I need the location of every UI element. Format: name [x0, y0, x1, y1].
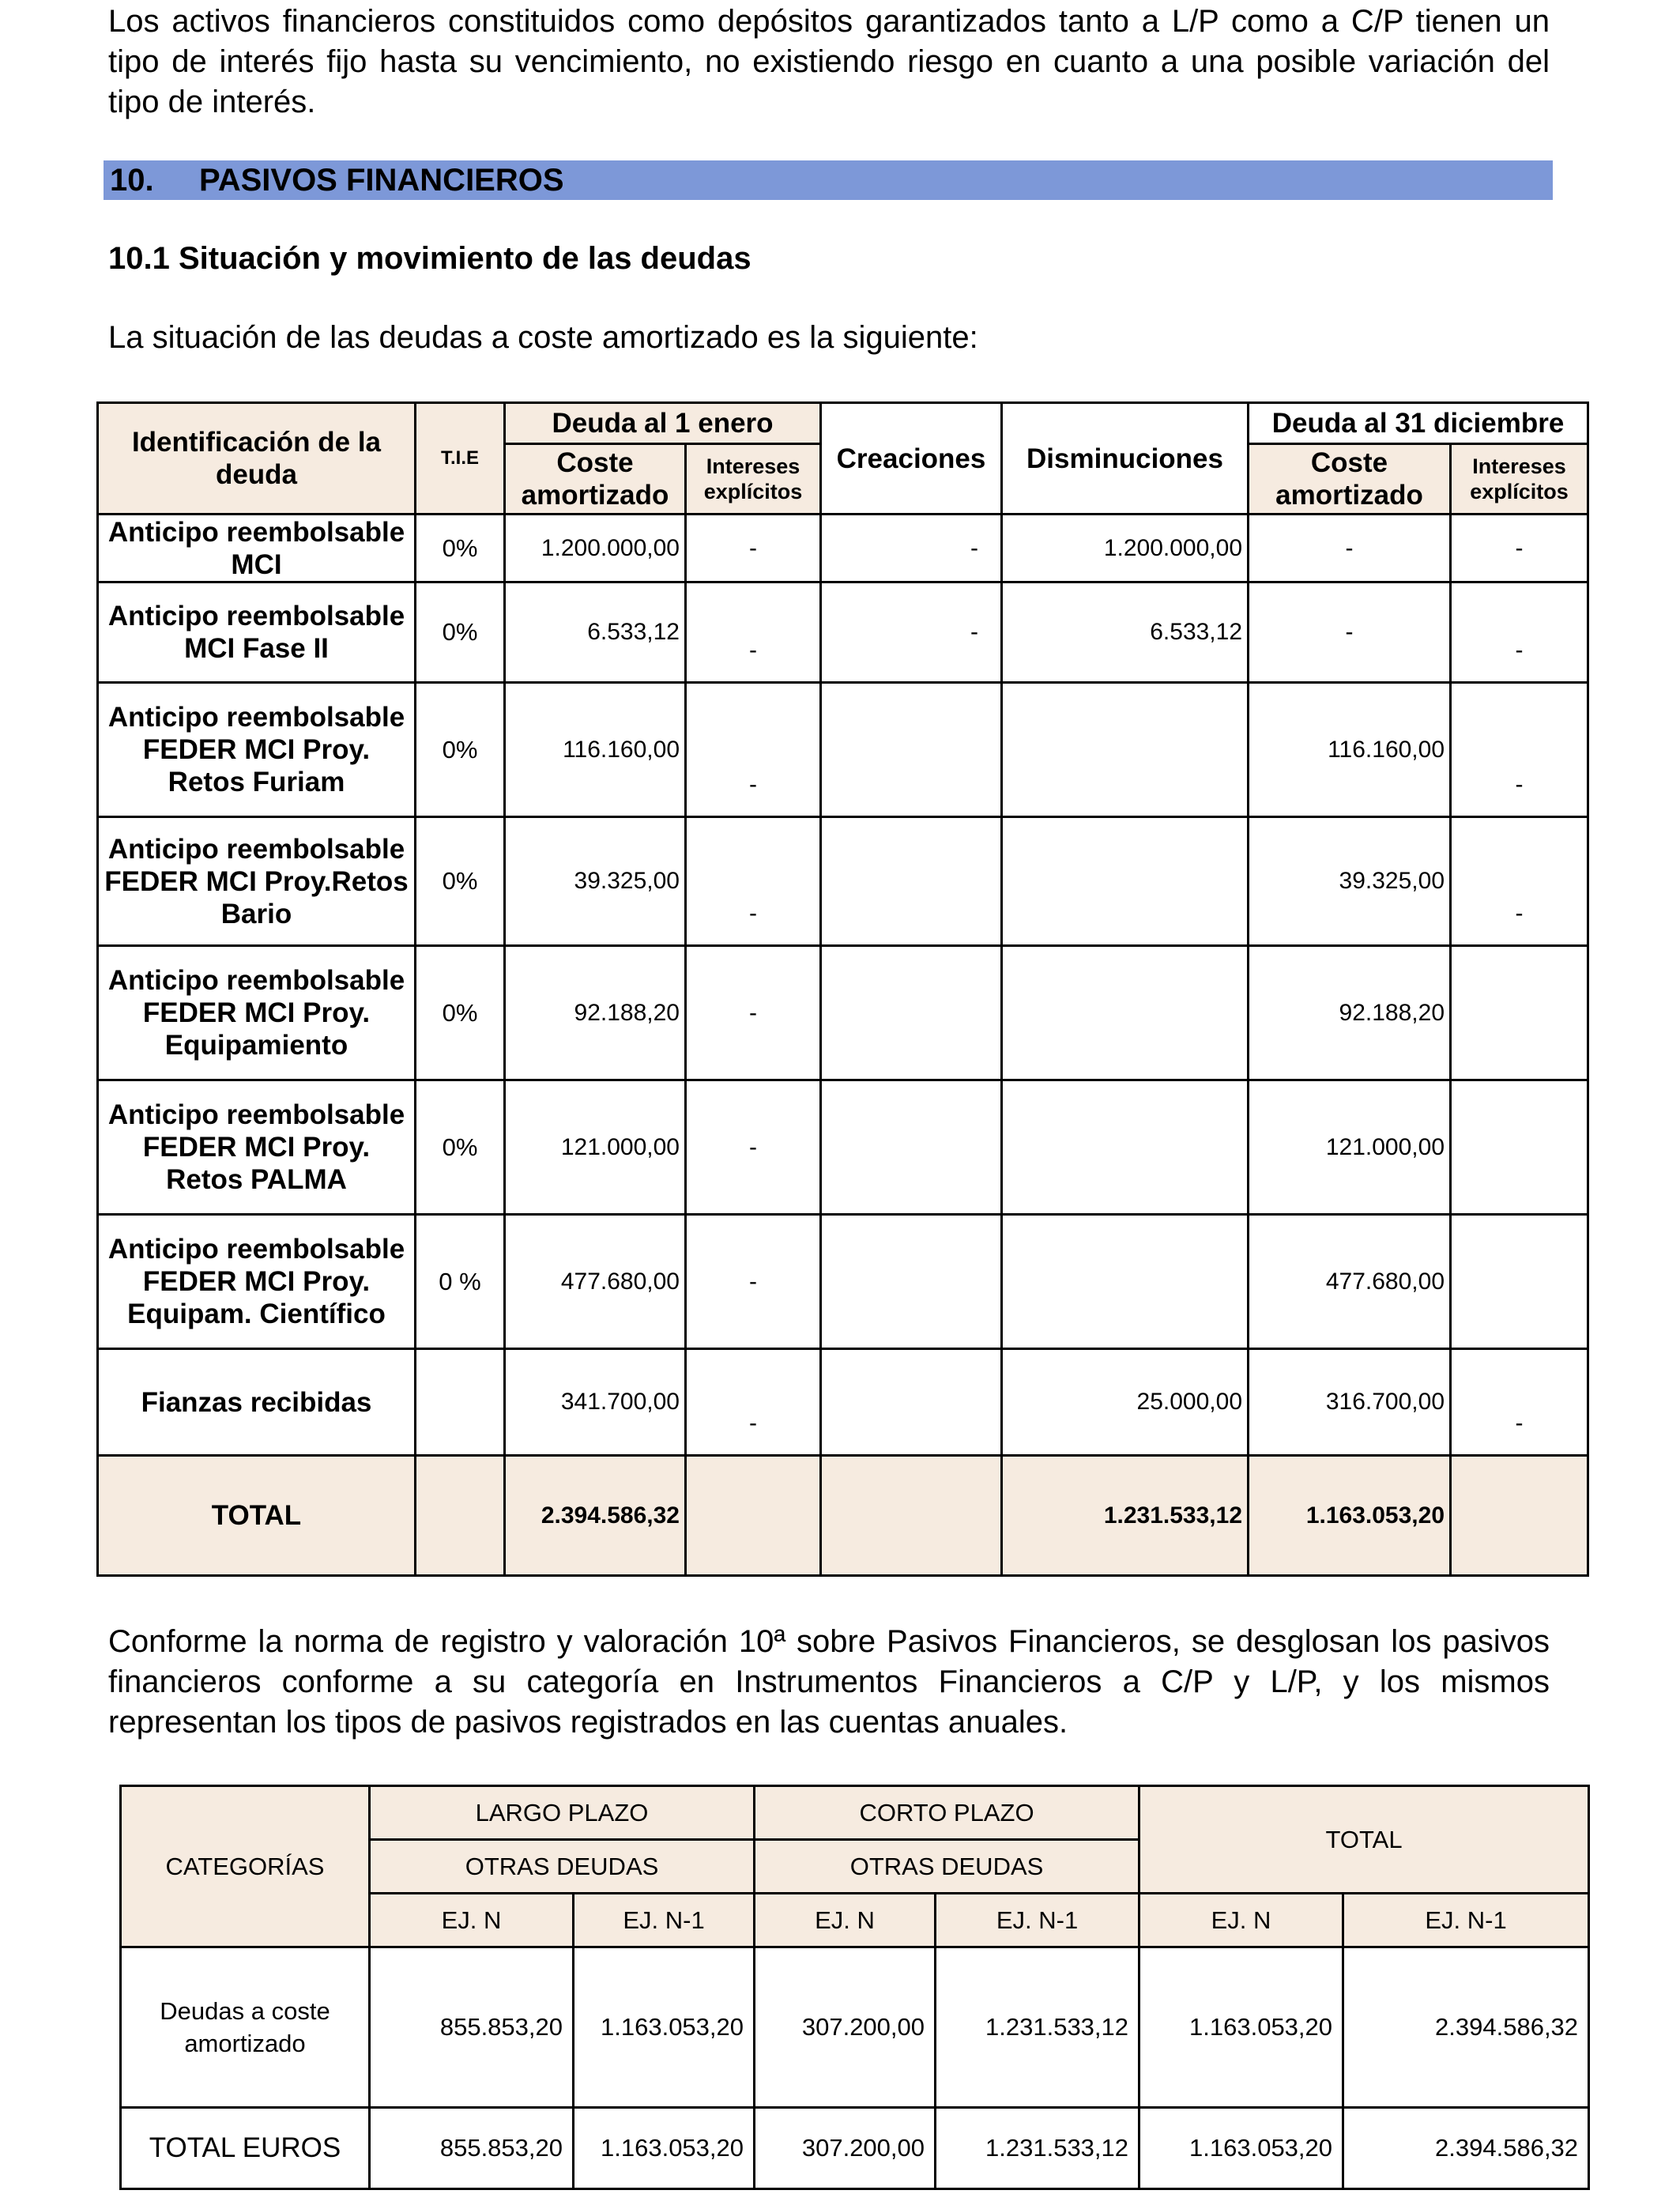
header-total: TOTAL — [1139, 1786, 1589, 1894]
debt-int-fin: - — [1451, 582, 1588, 683]
cell-total-n: 1.163.053,20 — [1139, 1947, 1343, 2108]
cell-total-n: 1.163.053,20 — [1139, 2108, 1343, 2189]
debt-int-ini: - — [686, 683, 821, 817]
debt-int-ini: - — [686, 817, 821, 946]
debt-disminuciones: 6.533,12 — [1002, 582, 1249, 683]
debt-disminuciones — [1002, 1080, 1249, 1215]
cell-total-n1: 2.394.586,32 — [1343, 2108, 1589, 2189]
cell-lp-n1: 1.163.053,20 — [574, 2108, 755, 2189]
total-int-fin — [1451, 1456, 1588, 1576]
table-row — [98, 515, 1588, 582]
category-label: TOTAL EUROS — [121, 2108, 370, 2189]
table-row — [98, 683, 1588, 817]
debt-int-fin: - — [1451, 683, 1588, 817]
debt-tie: 0 % — [416, 1215, 505, 1349]
section-title: PASIVOS FINANCIEROS — [199, 163, 564, 198]
debt-coste-fin: - — [1249, 582, 1451, 683]
header-cp-ej-n1: EJ. N-1 — [936, 1894, 1139, 1947]
debt-disminuciones — [1002, 817, 1249, 946]
header-corto-plazo: CORTO PLAZO — [755, 1786, 1139, 1840]
section-number: 10. — [110, 163, 154, 198]
table-row — [98, 582, 1588, 683]
debt-int-fin: - — [1451, 1349, 1588, 1456]
subsection-title: 10.1 Situación y movimiento de las deudas — [108, 241, 751, 276]
header-total-ej-n: EJ. N — [1139, 1894, 1343, 1947]
debt-name: Anticipo reembolsable FEDER MCI Proy. Retos PALMA — [98, 1080, 416, 1215]
table-row — [98, 1215, 1588, 1349]
debt-name: Anticipo reembolsable FEDER MCI Proy. Retos Furiam — [98, 683, 416, 817]
total-int-ini — [686, 1456, 821, 1576]
total-row — [98, 1456, 1588, 1576]
debt-int-ini: - — [686, 515, 821, 582]
header-lp-ej-n: EJ. N — [370, 1894, 574, 1947]
debt-name: Anticipo reembolsable FEDER MCI Proy.Retos Bario — [98, 817, 416, 946]
debt-creaciones — [821, 1080, 1002, 1215]
debt-int-ini: - — [686, 1215, 821, 1349]
debt-coste-fin: 316.700,00 — [1249, 1349, 1451, 1456]
debt-int-ini: - — [686, 1080, 821, 1215]
total-disminuciones: 1.231.533,12 — [1002, 1456, 1249, 1576]
debt-int-fin: - — [1451, 817, 1588, 946]
debt-int-ini: - — [686, 582, 821, 683]
debt-coste-fin: 39.325,00 — [1249, 817, 1451, 946]
debt-creaciones — [821, 683, 1002, 817]
debt-disminuciones: 25.000,00 — [1002, 1349, 1249, 1456]
header-coste-amortizado-fin: Coste amortizado — [1249, 444, 1451, 515]
debt-tie: 0% — [416, 683, 505, 817]
section-heading — [104, 160, 1553, 200]
header-disminuciones: Disminuciones — [1002, 403, 1249, 515]
cell-lp-n: 855.853,20 — [370, 1947, 574, 2108]
debt-coste-fin: 116.160,00 — [1249, 683, 1451, 817]
cell-lp-n: 855.853,20 — [370, 2108, 574, 2189]
debt-int-ini: - — [686, 946, 821, 1080]
table-row — [98, 817, 1588, 946]
debt-creaciones: - — [821, 582, 1002, 683]
debt-int-fin — [1451, 1215, 1588, 1349]
table-row — [98, 1349, 1588, 1456]
debt-tie: 0% — [416, 1080, 505, 1215]
header-deuda-31-diciembre: Deuda al 31 diciembre — [1249, 403, 1588, 444]
cell-lp-n1: 1.163.053,20 — [574, 1947, 755, 2108]
header-otras-deudas-cp: OTRAS DEUDAS — [755, 1840, 1139, 1894]
debt-disminuciones — [1002, 683, 1249, 817]
header-total-ej-n1: EJ. N-1 — [1343, 1894, 1589, 1947]
debt-coste-ini: 121.000,00 — [505, 1080, 686, 1215]
header-tie: T.I.E — [416, 403, 505, 515]
debt-coste-ini: 39.325,00 — [505, 817, 686, 946]
debt-name: Anticipo reembolsable MCI — [98, 515, 416, 582]
debt-int-fin: - — [1451, 515, 1588, 582]
table-row — [121, 2108, 1589, 2189]
debt-coste-fin: 92.188,20 — [1249, 946, 1451, 1080]
total-tie — [416, 1456, 505, 1576]
debt-coste-fin: - — [1249, 515, 1451, 582]
category-label: Deudas a coste amortizado — [121, 1947, 370, 2108]
debt-name: Fianzas recibidas — [98, 1349, 416, 1456]
table-row — [98, 946, 1588, 1080]
header-identification: Identificación de la deuda — [98, 403, 416, 515]
header-intereses-ini: Intereses explícitos — [686, 444, 821, 515]
debt-name: Anticipo reembolsable FEDER MCI Proy. Equipamiento — [98, 946, 416, 1080]
header-coste-amortizado-ini: Coste amortizado — [505, 444, 686, 515]
debt-coste-fin: 121.000,00 — [1249, 1080, 1451, 1215]
header-categorias: CATEGORÍAS — [121, 1786, 370, 1947]
debt-int-fin — [1451, 946, 1588, 1080]
intro-sentence: La situación de las deudas a coste amortizado es la siguiente: — [108, 320, 978, 355]
category-table — [119, 1785, 1590, 2190]
total-coste-fin: 1.163.053,20 — [1249, 1456, 1451, 1576]
debt-coste-ini: 116.160,00 — [505, 683, 686, 817]
debt-coste-ini: 92.188,20 — [505, 946, 686, 1080]
table-row — [98, 1080, 1588, 1215]
table-row — [121, 1947, 1589, 2108]
debt-coste-ini: 341.700,00 — [505, 1349, 686, 1456]
header-creaciones: Creaciones — [821, 403, 1002, 515]
intro-paragraph: Los activos financieros constituidos como depósitos garantizados tanto a L/P como a C/P tienen un tipo de interés fijo hasta su vencimiento, no existiendo riesgo en cuanto a una posible variación del tipo de interés. — [108, 4, 1550, 119]
debt-table — [96, 401, 1589, 1577]
total-creaciones — [821, 1456, 1002, 1576]
cell-cp-n: 307.200,00 — [755, 2108, 936, 2189]
debt-tie: 0% — [416, 946, 505, 1080]
debt-coste-ini: 6.533,12 — [505, 582, 686, 683]
debt-name: Anticipo reembolsable MCI Fase II — [98, 582, 416, 683]
debt-disminuciones: 1.200.000,00 — [1002, 515, 1249, 582]
debt-name: Anticipo reembolsable FEDER MCI Proy. Equipam. Científico — [98, 1215, 416, 1349]
debt-disminuciones — [1002, 946, 1249, 1080]
debt-coste-fin: 477.680,00 — [1249, 1215, 1451, 1349]
debt-disminuciones — [1002, 1215, 1249, 1349]
debt-tie: 0% — [416, 817, 505, 946]
debt-creaciones — [821, 946, 1002, 1080]
second-paragraph: Conforme la norma de registro y valoración 10ª sobre Pasivos Financieros, se desglosan los pasivos financieros conforme a su categoría en Instrumentos Financieros a C/P y L/P, y los mismos representan los tipos de pasivos registrados en las cuentas anuales. — [108, 1624, 1550, 1740]
cell-cp-n1: 1.231.533,12 — [936, 1947, 1139, 2108]
cell-total-n1: 2.394.586,32 — [1343, 1947, 1589, 2108]
debt-tie: 0% — [416, 582, 505, 683]
cell-cp-n: 307.200,00 — [755, 1947, 936, 2108]
header-largo-plazo: LARGO PLAZO — [370, 1786, 755, 1840]
header-otras-deudas-lp: OTRAS DEUDAS — [370, 1840, 755, 1894]
header-cp-ej-n: EJ. N — [755, 1894, 936, 1947]
debt-coste-ini: 477.680,00 — [505, 1215, 686, 1349]
debt-creaciones: - — [821, 515, 1002, 582]
cell-cp-n1: 1.231.533,12 — [936, 2108, 1139, 2189]
total-coste-ini: 2.394.586,32 — [505, 1456, 686, 1576]
debt-coste-ini: 1.200.000,00 — [505, 515, 686, 582]
debt-creaciones — [821, 817, 1002, 946]
debt-creaciones — [821, 1215, 1002, 1349]
total-label: TOTAL — [98, 1456, 416, 1576]
debt-tie — [416, 1349, 505, 1456]
header-deuda-1-enero: Deuda al 1 enero — [505, 403, 821, 444]
debt-int-fin — [1451, 1080, 1588, 1215]
header-intereses-fin: Intereses explícitos — [1451, 444, 1588, 515]
debt-creaciones — [821, 1349, 1002, 1456]
debt-int-ini: - — [686, 1349, 821, 1456]
debt-tie: 0% — [416, 515, 505, 582]
header-lp-ej-n1: EJ. N-1 — [574, 1894, 755, 1947]
